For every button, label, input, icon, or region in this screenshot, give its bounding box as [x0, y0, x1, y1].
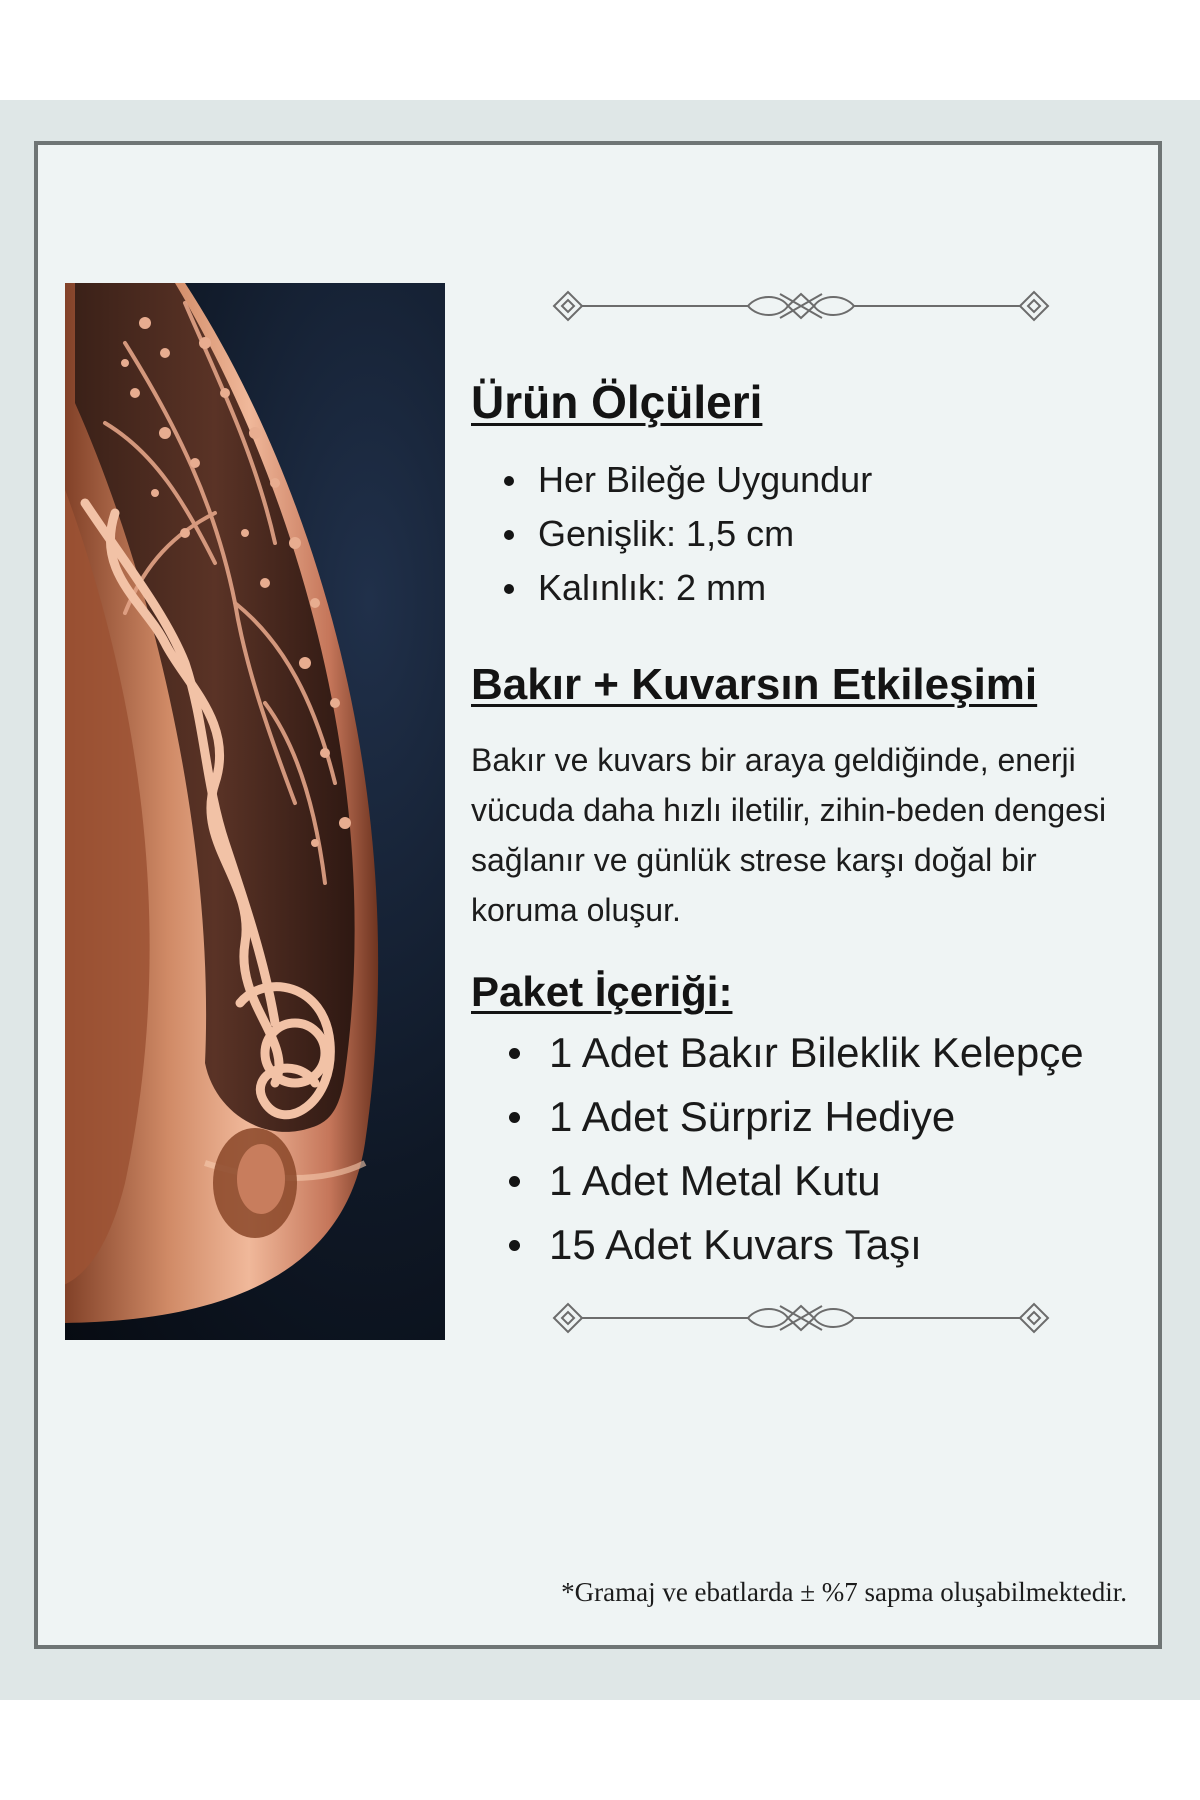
- list-item: Kalınlık: 2 mm: [538, 566, 872, 620]
- package-title: Paket İçeriği:: [471, 968, 733, 1015]
- list-item: Her Bileğe Uygundur: [538, 458, 872, 512]
- bottom-divider-ornament: [548, 1294, 1054, 1342]
- interaction-text: Bakır ve kuvars bir araya geldiğinde, enerji vücuda daha hızlı iletilir, zihin-beden dengesi sağlanır ve günlük strese karşı doğal bir koruma oluşur.: [471, 742, 1107, 928]
- package-list: [549, 1028, 1084, 1284]
- list-item: 15 Adet Kuvars Taşı: [549, 1220, 1084, 1284]
- list-item: 1 Adet Sürpriz Hediye: [549, 1092, 1084, 1156]
- dimensions-title: Ürün Ölçüleri: [471, 376, 763, 428]
- interaction-title: Bakır + Kuvarsın Etkileşimi: [471, 660, 1038, 709]
- list-item: 1 Adet Bakır Bileklik Kelepçe: [549, 1028, 1084, 1092]
- list-item: 1 Adet Metal Kutu: [549, 1156, 1084, 1220]
- dimensions-list: [538, 458, 872, 620]
- list-item: Genişlik: 1,5 cm: [538, 512, 872, 566]
- top-divider-ornament: [548, 282, 1054, 330]
- tolerance-footnote: *Gramaj ve ebatlarda ± %7 sapma oluşabilmektedir.: [561, 1577, 1127, 1607]
- product-photo: [65, 283, 445, 1340]
- copper-bracelet-image: [65, 283, 445, 1340]
